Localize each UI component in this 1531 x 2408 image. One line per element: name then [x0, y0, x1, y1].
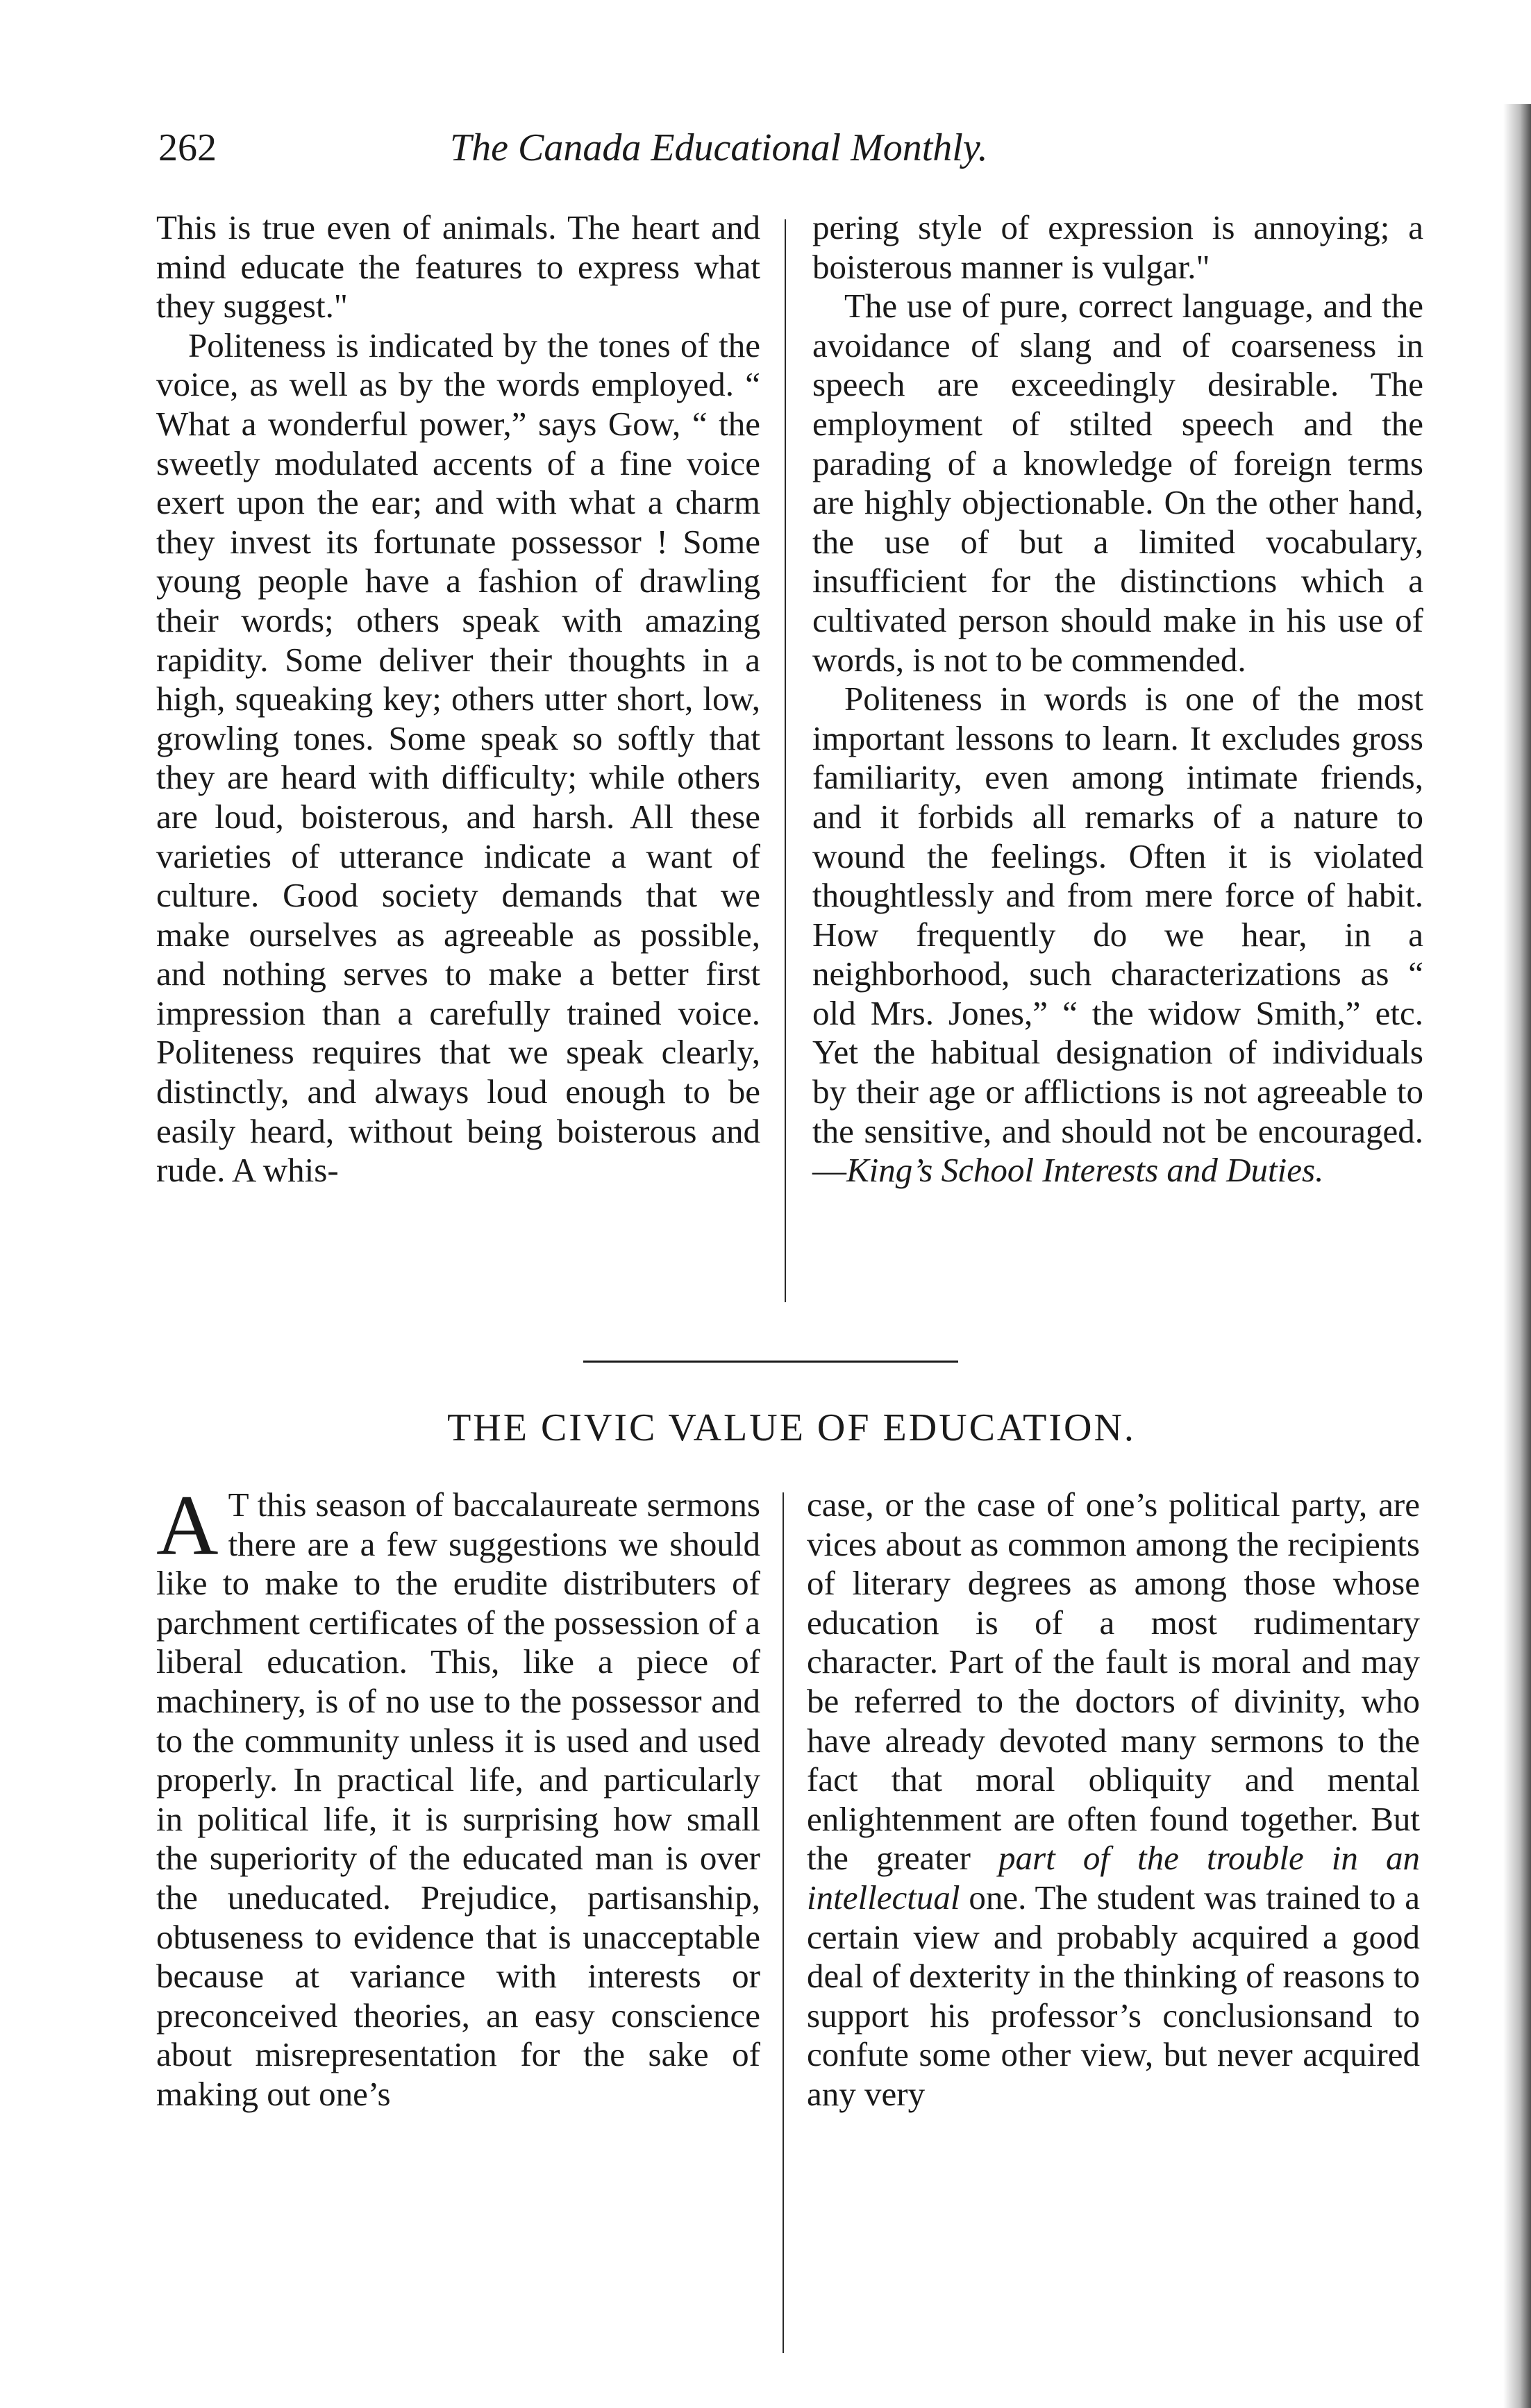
column-divider — [785, 219, 786, 1302]
page-edge-shadow — [1503, 104, 1531, 2408]
article-one-column-right — [812, 208, 1423, 1190]
paragraph-text: Politeness in words is one of the most important lessons to learn. It excludes gross familiarity, even among intimate friends, and it forbids all remarks of a nature to wound the feelings. Often it is violated thoughtlessly and from mere force of habit. How frequently do we hear, in a neighborhood, such characterizations as “ old Mrs. Jones,” “ the widow Smith,” etc. Yet the habitual designation of individuals by their age or afflictions is not agreeable to the sensitive, and should not be encouraged.— — [812, 680, 1423, 1190]
page-number: 262 — [158, 126, 217, 169]
paragraph: This is true even of animals. The heart and mind educate the features to express what they suggest." — [156, 208, 760, 326]
source-citation: King’s School Interests and Duties. — [846, 1151, 1324, 1190]
column-divider — [783, 1492, 784, 2353]
drop-cap: A — [156, 1478, 219, 1573]
running-head — [158, 124, 1158, 172]
journal-title: The Canada Educational Monthly. — [450, 126, 988, 169]
paragraph: The use of pure, correct language, and the avoidance of slang and of coarseness in speech are exceedingly desirable. The employment of stilted speech and the parading of a knowledge of foreign terms are highly objectionable. On the other hand, the use of but a limited vocabulary, insufficient for the distinctions which a cultivated person should make in his use of words, is not to be commended. — [812, 287, 1423, 679]
paragraph-text: T this season of baccalaureate sermons there are a few suggestions we should like to make to the erudite distributers of parchment certificates of the possession of a liberal education. This, like a piece of machinery, is of no use to the possessor and to the community unless it is used and used properly. In practical life, and particularly in political life, it is surprising how small the superiority of the educated man is over the uneducated. Prejudice, partisanship, obtuseness to evidence that is unacceptable because at variance with interests or preconceived theories, an easy conscience about misrepresentation for the sake of making out one’s — [156, 1485, 760, 2113]
paragraph-with-dropcap — [156, 1478, 760, 2114]
article-title: THE CIVIC VALUE OF EDUCATION. — [447, 1406, 1136, 1449]
article-two-column-left — [156, 1478, 760, 2114]
article-two-column-right — [807, 1485, 1420, 2114]
section-divider-rule — [583, 1361, 958, 1363]
paragraph: pering style of expression is annoying; a boisterous manner is vulgar." — [812, 208, 1423, 286]
paragraph-text: case, or the case of one’s political party, are vices about as common among the recipients of literary degrees as among those whose education is of a most rudimentary character. Part of the fault is moral and may be referred to the doctors of divinity, who have already devoted many sermons to the fact that moral obliquity and mental enlightenment are often found together. But the greater — [807, 1485, 1420, 1878]
paragraph-text: one. The student was trained to a certain view and probably acquired a good deal of dexterity in the thinking of reasons to support his professor’s conclusionsand to confute some other view, but never acquired any very — [807, 1878, 1420, 2113]
emphasized-text: part of the trouble in an intellectual — [807, 1839, 1421, 1917]
paragraph — [807, 1485, 1420, 2114]
paragraph: Politeness is indicated by the tones of the voice, as well as by the words employed. “ What a wonderful power,” says Gow, “ the sweetly modulated accents of a fine voice exert upon the ear; and with what a charm they invest its fortunate possessor ! Some young people have a fashion of drawling their words; others speak with amazing rapidity. Some deliver their thoughts in a high, squeaking key; others utter short, low, growling tones. Some speak so softly that they are heard with difficulty; while others are loud, boisterous, and harsh. All these varieties of utterance indicate a want of culture. Good society demands that we make ourselves as agreeable as possible, and nothing serves to make a better first impression than a carefully trained voice. Politeness requires that we speak clearly, distinctly, and always loud enough to be easily heard, without being boisterous and rude. A whis- — [156, 326, 760, 1190]
article-one-column-left — [156, 208, 760, 1190]
paragraph-with-citation — [812, 680, 1423, 1190]
